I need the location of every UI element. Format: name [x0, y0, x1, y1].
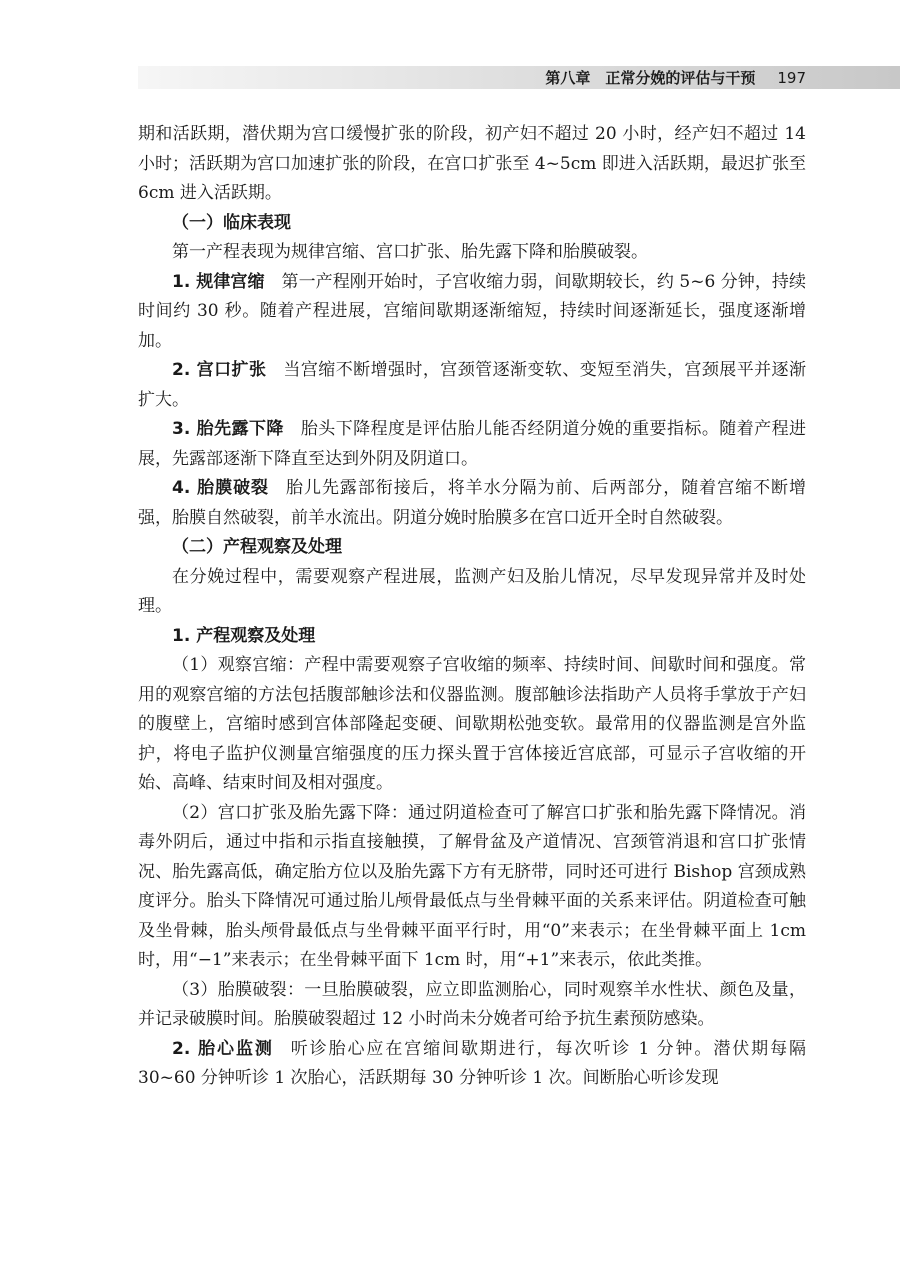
item-fetal-heart-monitoring: [138, 1035, 806, 1094]
page-number: 197: [777, 69, 806, 87]
paragraph-clinical-intro: 第一产程表现为规律宫缩、宫口扩张、胎先露下降和胎膜破裂。: [172, 242, 648, 262]
item-text: 听诊胎心应在宫缩间歇期进行，每次听诊 1 分钟。潜伏期每隔 30~60 分钟听诊 1 次胎心，活跃期每 30 分钟听诊 1 次。间断胎心听诊发现: [138, 1038, 806, 1088]
item-text: 胎头下降程度是评估胎儿能否经阴道分娩的重要指标。随着产程进展，先露部逐渐下降直至达到外阴及阴道口。: [138, 419, 806, 469]
item-cervical-dilation: [138, 356, 806, 415]
item-text: 当宫缩不断增强时，宫颈管逐渐变软、变短至消失，宫颈展平并逐渐扩大。: [138, 360, 806, 410]
paragraph-intro: 期和活跃期，潜伏期为宫口缓慢扩张的阶段，初产妇不超过 20 小时，经产妇不超过 14 小时；活跃期为宫口加速扩张的阶段，在宫口扩张至 4~5cm 即进入活跃期，最迟扩张至 6cm 进入活跃期。: [138, 124, 806, 203]
item-fetal-descent: [138, 415, 806, 474]
running-header: [545, 67, 806, 88]
page-body: [138, 120, 806, 1094]
paragraph-observe-contractions: （1）观察宫缩：产程中需要观察子宫收缩的频率、持续时间、间歇时间和强度。常用的观察宫缩的方法包括腹部触诊法和仪器监测。腹部触诊法指助产人员将手掌放于产妇的腹壁上，宫缩时感到宫体部隆起变硬、间歇期松弛变软。最常用的仪器监测是宫外监护，将电子监护仪测量宫缩强度的压力探头置于宫体接近宫底部，可显示子宫收缩的开始、高峰、结束时间及相对强度。: [138, 655, 806, 793]
section-heading-clinical: （一）临床表现: [172, 212, 291, 233]
paragraph-dilation-descent: （2）宫口扩张及胎先露下降：通过阴道检查可了解宫口扩张和胎先露下降情况。消毒外阴后，通过中指和示指直接触摸，了解骨盆及产道情况、宫颈管消退和宫口扩张情况、胎先露高低，确定胎方位以及胎先露下方有无脐带，同时还可进行 Bishop 宫颈成熟度评分。胎头下降情况可通过胎儿颅骨最低点与坐骨棘平面的关系来评估。阴道检查可触及坐骨棘，胎头颅骨最低点与坐骨棘平面平行时，用“0”来表示；在坐骨棘平面上 1cm 时，用“−1”来表示；在坐骨棘平面下 1cm 时，用“+1”来表示，依此类推。: [138, 802, 806, 970]
item-title: 4. 胎膜破裂: [172, 478, 270, 498]
item-text: 胎儿先露部衔接后，将羊水分隔为前、后两部分，随着宫缩不断增强，胎膜自然破裂，前羊水流出。阴道分娩时胎膜多在宫口近开全时自然破裂。: [138, 478, 806, 528]
item-title: 1. 规律宫缩: [172, 271, 265, 292]
subheading-labor-observation: 1. 产程观察及处理: [172, 625, 316, 646]
section-heading-observation: （二）产程观察及处理: [172, 537, 342, 557]
item-membrane-rupture: [138, 474, 806, 533]
item-text: 第一产程刚开始时，子宫收缩力弱，间歇期较长，约 5~6 分钟，持续时间约 30 秒。随着产程进展，宫缩间歇期逐渐缩短，持续时间逐渐延长，强度逐渐增加。: [138, 271, 806, 351]
item-title: 2. 胎心监测: [172, 1038, 274, 1059]
item-title: 2. 宫口扩张: [172, 360, 267, 380]
item-title: 3. 胎先露下降: [172, 419, 284, 439]
paragraph-membrane-rupture: （3）胎膜破裂：一旦胎膜破裂，应立即监测胎心，同时观察羊水性状、颜色及量，并记录破膜时间。胎膜破裂超过 12 小时尚未分娩者可给予抗生素预防感染。: [138, 979, 806, 1029]
item-regular-contractions: [138, 268, 806, 357]
paragraph-observation-intro: 在分娩过程中，需要观察产程进展，监测产妇及胎儿情况，尽早发现异常并及时处理。: [138, 566, 806, 616]
chapter-title: 第八章 正常分娩的评估与干预: [545, 69, 756, 87]
